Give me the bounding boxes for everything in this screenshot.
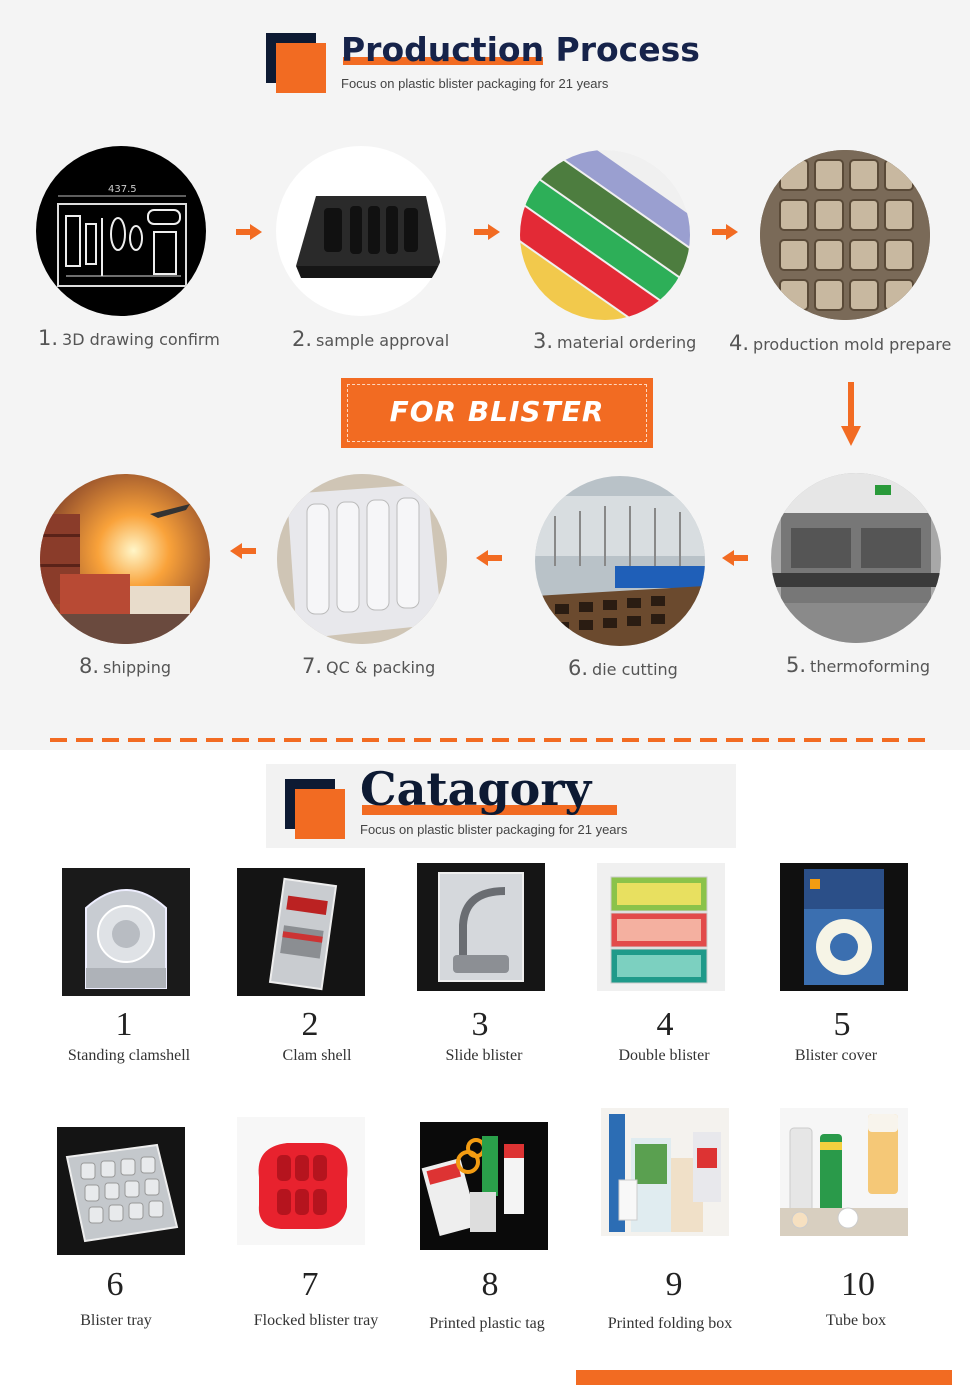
step-6-label: 6. die cutting bbox=[568, 656, 678, 680]
product-1-number: 1 bbox=[115, 1006, 133, 1043]
step-4-mold-image bbox=[760, 150, 930, 320]
category-title: Catagory bbox=[360, 762, 592, 816]
product-4-name: Double blister bbox=[618, 1047, 710, 1064]
product-10-name: Tube box bbox=[825, 1312, 887, 1329]
step-3-material-image bbox=[520, 150, 690, 320]
product-3-image bbox=[417, 863, 545, 991]
step-8-shipping-image bbox=[40, 474, 210, 644]
step-1-drawing-image bbox=[36, 146, 206, 316]
product-5-image bbox=[780, 863, 908, 991]
product-4-number: 4 bbox=[656, 1006, 674, 1043]
step-2-label: 2. sample approval bbox=[292, 327, 450, 351]
product-2-number: 2 bbox=[301, 1006, 319, 1043]
bottom-accent-bar bbox=[576, 1370, 952, 1385]
arrow-down-icon bbox=[841, 426, 861, 446]
arrow-right-icon bbox=[236, 229, 250, 235]
product-5-number: 5 bbox=[833, 1006, 851, 1043]
product-2-name: Clam shell bbox=[282, 1047, 352, 1064]
step-4-label: 4. production mold prepare bbox=[729, 331, 952, 355]
product-4-image bbox=[597, 863, 725, 991]
arrow-left-icon bbox=[734, 555, 748, 561]
for-blister-text: FOR BLISTER bbox=[389, 395, 605, 428]
product-3-name: Slide blister bbox=[445, 1047, 523, 1064]
arrow-right-icon bbox=[488, 224, 500, 240]
arrow-left-icon bbox=[476, 550, 488, 566]
step-1-label: 1. 3D drawing confirm bbox=[38, 326, 220, 350]
section-divider bbox=[50, 738, 930, 742]
arrow-left-icon bbox=[230, 543, 242, 559]
category-subtitle: Focus on plastic blister packaging for 21 years bbox=[360, 822, 628, 837]
arrow-right-icon bbox=[250, 224, 262, 240]
process-title: Production Process bbox=[341, 30, 700, 69]
arrow-right-icon bbox=[712, 229, 726, 235]
product-5-name: Blister cover bbox=[794, 1047, 878, 1064]
product-10-number: 10 bbox=[841, 1266, 875, 1303]
product-8-image bbox=[420, 1122, 548, 1250]
arrow-left-icon bbox=[722, 550, 734, 566]
product-9-number: 9 bbox=[665, 1266, 683, 1303]
product-6-number: 6 bbox=[106, 1266, 124, 1303]
product-1-name: Standing clamshell bbox=[67, 1047, 191, 1064]
step-2-sample-image bbox=[276, 146, 446, 316]
product-7-name: Flocked blister tray bbox=[253, 1312, 379, 1329]
step-7-packing-image bbox=[277, 474, 447, 644]
product-3-number: 3 bbox=[471, 1006, 489, 1043]
step-7-label: 7. QC & packing bbox=[302, 654, 436, 678]
product-8-name: Printed plastic tag bbox=[429, 1315, 545, 1332]
product-1-image bbox=[62, 868, 190, 996]
step-5-label: 5. thermoforming bbox=[786, 653, 931, 677]
step-6-die-cutting-image bbox=[535, 476, 705, 646]
product-2-image bbox=[237, 868, 365, 996]
arrow-left-icon bbox=[242, 548, 256, 554]
process-subtitle: Focus on plastic blister packaging for 21 years bbox=[341, 76, 609, 91]
product-8-number: 8 bbox=[481, 1266, 499, 1303]
arrow-right-icon bbox=[474, 229, 488, 235]
product-7-number: 7 bbox=[301, 1266, 319, 1303]
arrow-down-shaft bbox=[848, 382, 854, 428]
for-blister-banner bbox=[341, 378, 653, 448]
product-9-name: Printed folding box bbox=[607, 1315, 733, 1332]
drawing-dimension: 437.5 bbox=[108, 184, 137, 195]
step-5-thermoforming-image bbox=[771, 473, 941, 643]
product-7-image bbox=[237, 1117, 365, 1245]
arrow-right-icon bbox=[726, 224, 738, 240]
step-8-label: 8. shipping bbox=[79, 654, 172, 678]
product-6-name: Blister tray bbox=[80, 1312, 152, 1329]
product-9-image bbox=[601, 1108, 729, 1236]
product-10-image bbox=[780, 1108, 908, 1236]
product-6-image bbox=[57, 1127, 185, 1255]
arrow-left-icon bbox=[488, 555, 502, 561]
step-3-label: 3. material ordering bbox=[533, 329, 697, 353]
